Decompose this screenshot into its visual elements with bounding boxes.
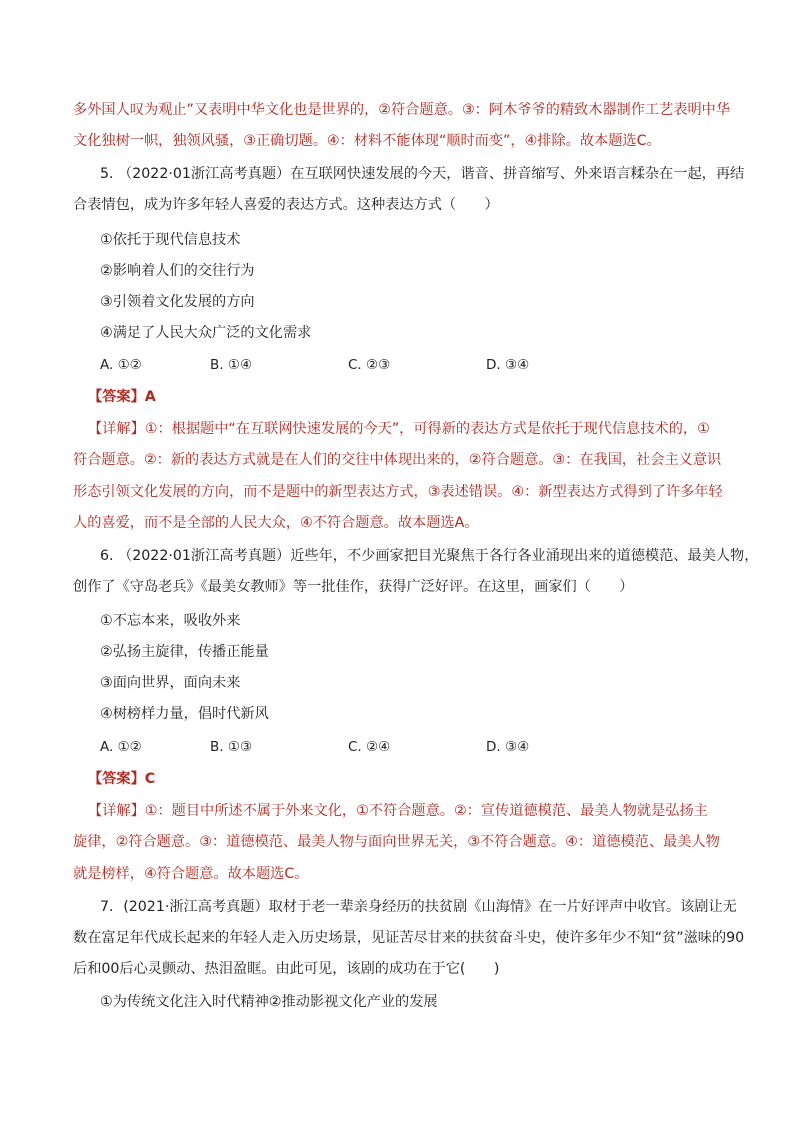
q5-choice-b: B. ①④ bbox=[210, 357, 253, 373]
q5-answer: 【答案】A bbox=[88, 389, 156, 405]
q6-detail-1: 【详解】①：题目中所述不属于外来文化，①不符合题意。②：宣传道德模范、最美人物就是弘扬主 bbox=[88, 803, 708, 819]
q5-stem-line-1: 5. （2022·01浙江高考真题）在互联网快速发展的今天，谐音、拼音缩写、外来语言糅杂在一起，再结 bbox=[100, 166, 745, 182]
q5-item-2: ②影响着人们的交往行为 bbox=[100, 263, 255, 279]
q7-stem-line-1: 7．(2021·浙江高考真题）取材于老一辈亲身经历的扶贫剧《山海情》在一片好评声中收官。该剧让无 bbox=[100, 899, 737, 915]
q6-detail-2: 旋律，②符合题意。③：道德模范、最美人物与面向世界无关，③不符合题意。④：道德模范、最美人物 bbox=[73, 834, 720, 850]
q5-choice-d: D. ③④ bbox=[486, 357, 530, 373]
q7-stem-line-3: 后和00后心灵颤动、热泪盈眶。由此可见，该剧的成功在于它( ) bbox=[73, 961, 500, 977]
q6-stem-line-2: 创作了《守岛老兵》《最美女教师》等一批佳作，获得广泛好评。在这里，画家们（ ） bbox=[73, 579, 634, 595]
q6-item-2: ②弘扬主旋律，传播正能量 bbox=[100, 644, 269, 660]
q5-choice-c: C. ②③ bbox=[348, 357, 391, 373]
q6-stem-line-1: 6. （2022·01浙江高考真题）近些年，不少画家把目光聚焦于各行各业涌现出来的道德模范、最美人物， bbox=[100, 548, 759, 564]
q6-detail-3: 就是榜样，④符合题意。故本题选C。 bbox=[73, 866, 309, 882]
q5-stem-line-2: 合表情包，成为许多年轻人喜爱的表达方式。这种表达方式（ ） bbox=[73, 197, 499, 213]
q5-item-4: ④满足了人民大众广泛的文化需求 bbox=[100, 325, 312, 341]
q6-choice-d: D. ③④ bbox=[486, 739, 530, 755]
q5-item-1: ①依托于现代信息技术 bbox=[100, 232, 241, 248]
q6-answer: 【答案】C bbox=[88, 771, 156, 787]
q5-item-3: ③引领着文化发展的方向 bbox=[100, 294, 255, 310]
q5-detail-2: 符合题意。②：新的表达方式就是在人们的交往中体现出来的，②符合题意。③：在我国，社会主义意识 bbox=[73, 452, 722, 468]
continuation-line-1: 多外国人叹为观止”又表明中华文化也是世界的，②符合题意。③：阿木爷爷的精致木器制作工艺表明中华 bbox=[73, 102, 731, 118]
q6-choice-c: C. ②④ bbox=[348, 739, 391, 755]
q6-item-1: ①不忘本来，吸收外来 bbox=[100, 613, 241, 629]
q5-detail-4: 人的喜爱，而不是全部的人民大众，④不符合题意。故本题选A。 bbox=[73, 515, 479, 531]
q6-item-3: ③面向世界，面向未来 bbox=[100, 675, 241, 691]
q5-choice-a: A. ①② bbox=[100, 357, 142, 373]
q7-items-line: ①为传统文化注入时代精神②推动影视文化产业的发展 bbox=[100, 994, 438, 1010]
q6-item-4: ④树榜样力量，倡时代新风 bbox=[100, 706, 269, 722]
q6-choice-a: A. ①② bbox=[100, 739, 142, 755]
q5-detail-3: 形态引领文化发展的方向，而不是题中的新型表达方式，③表述错误。④：新型表达方式得到了许多年轻 bbox=[73, 484, 723, 500]
q7-stem-line-2: 数在富足年代成长起来的年轻人走入历史场景，见证苦尽甘来的扶贫奋斗史，使许多年少不知“贫”滋味的90 bbox=[73, 930, 745, 946]
q5-detail-1: 【详解】①：根据题中“在互联网快速发展的今天”，可得新的表达方式是依托于现代信息技术的，① bbox=[88, 421, 710, 437]
q6-choice-b: B. ①③ bbox=[210, 739, 253, 755]
continuation-line-2: 文化独树一帜，独领风骚，③正确切题。④：材料不能体现“顺时而变”，④排除。故本题选C。 bbox=[73, 133, 661, 149]
